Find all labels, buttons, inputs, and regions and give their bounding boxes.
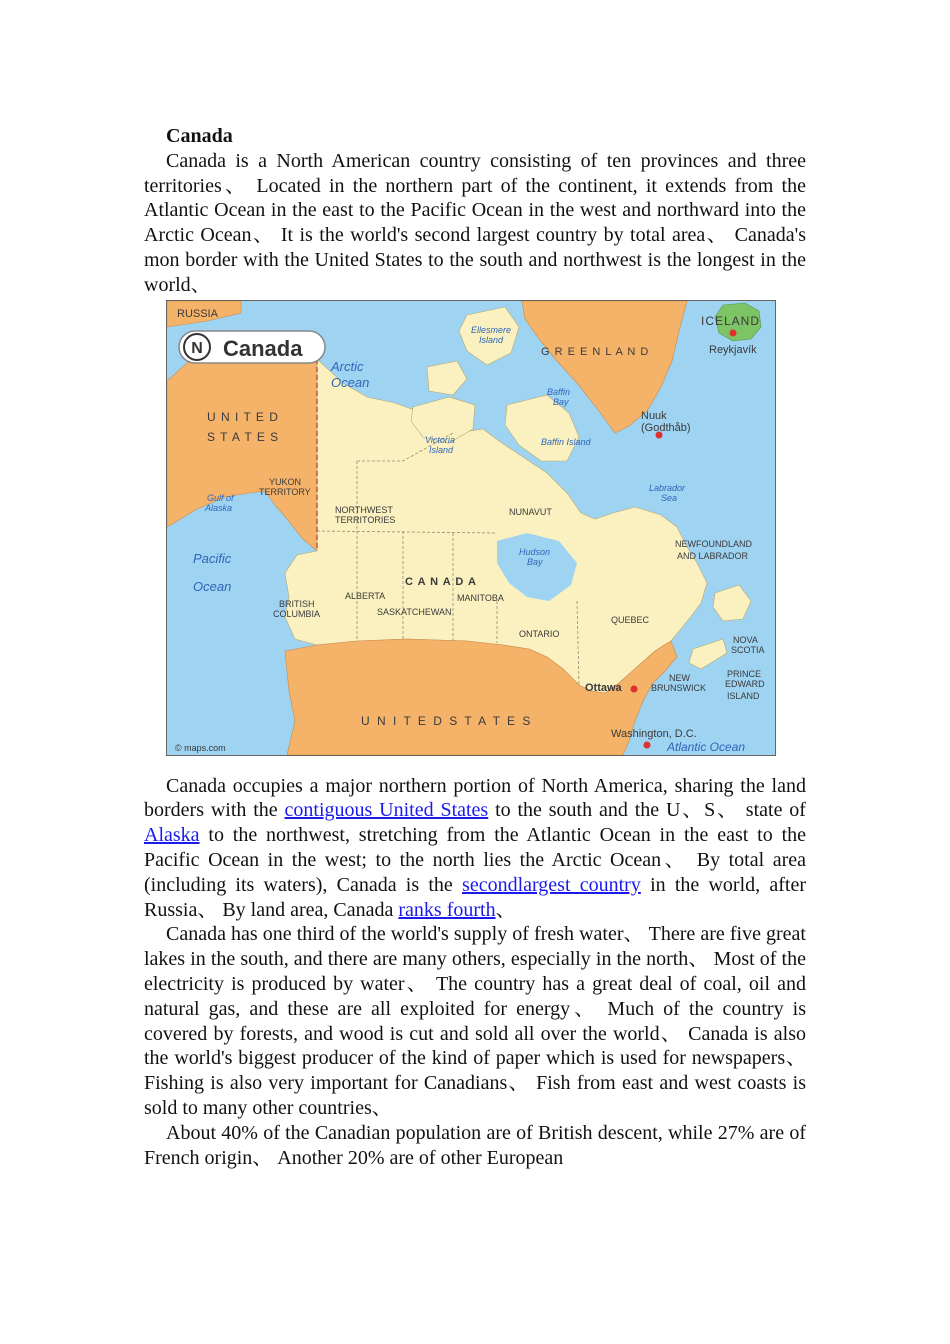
p2-text-2: to the south and the U、S、 state of [488, 799, 806, 822]
document-title: Canada [166, 125, 233, 147]
label-arctic-2: Ocean [331, 374, 370, 390]
label-canada: C A N A D A [405, 575, 477, 588]
label-pei-1: PRINCE [727, 668, 762, 679]
p2-text-3: to the northwest, stretching from the Atlantic Ocean in the east to the Pacific Ocean in the west; to the north lies the Arctic Ocean、 By total area (including its waters), Canada is the [144, 824, 806, 896]
label-atlantic: Atlantic Ocean [667, 739, 746, 754]
reykjavik-dot [730, 329, 737, 336]
label-nb-1: NEW [669, 672, 690, 683]
label-manitoba: MANITOBA [457, 592, 504, 603]
label-gulf-2: Alaska [205, 502, 233, 513]
label-hudson-1: Hudson [519, 546, 551, 557]
label-bc-2: COLUMBIA [273, 608, 321, 619]
paragraph-2 [144, 774, 806, 923]
canada-map [166, 300, 776, 756]
label-ellesmere-2: Island [479, 334, 504, 345]
label-pei-3: ISLAND [727, 690, 760, 701]
ottawa-dot [631, 685, 638, 692]
label-washington: Washington, D.C. [611, 727, 697, 740]
label-pei-2: EDWARD [725, 678, 765, 689]
label-us-north-2: S T A T E S [207, 429, 280, 444]
label-newfoundland-1: NEWFOUNDLAND [675, 538, 753, 549]
paragraph-3: Canada has one third of the world's supply of fresh water、 There are five great lakes in the south, and there are many others, especially in the north、 Most of the electricity is produced by water、 The country has a great deal of coal, oil and natural gas, and these are all exploited for energy、 Much of the country is covered by forests, and wood is cut and sold all over the world、 Canada is also the world's biggest producer of the kind of paper which is used for newspapers、 Fishing is also very important for Canadians、 Fish from east and west coasts is sold to many other countries、 [144, 923, 806, 1119]
label-pacific-1: Pacific [193, 550, 232, 566]
label-novascotia-1: NOVA [733, 634, 758, 645]
label-gulf-1: Gulf of [207, 492, 234, 503]
label-novascotia-2: SCOTIA [731, 644, 765, 655]
map-title: Canada [223, 335, 303, 361]
label-quebec: QUEBEC [611, 614, 650, 625]
document-page [144, 124, 806, 1170]
label-greenland: G R E E N L A N D [541, 345, 650, 358]
label-iceland: ICELAND [701, 313, 761, 328]
label-reykjavik: Reykjavík [709, 343, 757, 356]
label-ottawa: Ottawa [585, 681, 622, 694]
label-baffin-bay-2: Bay [553, 396, 569, 407]
washington-dot [644, 741, 651, 748]
paragraph-4: About 40% of the Canadian population are of British descent, while 27% are of French origin、 Another 20% are of other European [144, 1121, 806, 1169]
label-nwt-1: NORTHWEST [335, 504, 393, 515]
map-title-badge [179, 331, 325, 363]
label-russia: RUSSIA [177, 307, 218, 320]
link-contiguous-united-states[interactable]: contiguous United States [284, 799, 489, 822]
label-saskatchewan: SASKATCHEWAN [377, 606, 452, 617]
label-nunavut: NUNAVUT [509, 506, 552, 517]
label-pacific-2: Ocean [193, 578, 232, 594]
label-nb-2: BRUNSWICK [651, 682, 707, 693]
link-ranks-fourth[interactable]: ranks fourth [398, 898, 496, 921]
label-ellesmere-1: Ellesmere [471, 324, 512, 335]
label-victoria-2: Island [429, 444, 454, 455]
label-baffin-island: Baffin Island [541, 436, 591, 447]
canada-map-svg [167, 301, 775, 755]
p2-text-5: 、 [495, 898, 516, 921]
label-nuuk-1: Nuuk [641, 409, 667, 422]
label-nwt-2: TERRITORIES [335, 514, 396, 525]
label-yukon-1: YUKON [269, 476, 302, 487]
label-bc-1: BRITISH [279, 598, 315, 609]
label-victoria-1: Victoria [425, 434, 455, 445]
label-labrador-1: Labrador [649, 482, 686, 493]
p2-text-4: in the world, after Russia、 By land area, Canada [144, 873, 806, 921]
p2-text-1: Canada occupies a major northern portion of North America, sharing the land borders with the [144, 774, 806, 822]
link-secondlargest-country[interactable]: secondlargest country [462, 873, 641, 896]
label-ontario: ONTARIO [519, 628, 560, 639]
label-baffin-bay-1: Baffin [547, 386, 571, 397]
north-letter: N [191, 339, 203, 357]
label-us-north-1: U N I T E D [207, 409, 279, 424]
label-arctic-1: Arctic [331, 358, 364, 374]
label-hudson-2: Bay [527, 556, 543, 567]
label-us-south: U N I T E D S T A T E S [361, 713, 533, 728]
intro-paragraph: Canada is a North American country consisting of ten provinces and three territories、 Located in the northern part of the continent, it extends from the Atlantic Ocean in the east to the Pacific Ocean in the west and northward into the Arctic Ocean、 It is the world's second largest country by total area、 Canada's mon border with the United States to the south and northwest is the longest in the world、 [144, 149, 806, 296]
label-nuuk-2: (Godthåb) [641, 421, 691, 434]
link-alaska[interactable]: Alaska [144, 824, 200, 847]
map-credit: © maps.com [175, 742, 226, 753]
label-yukon-2: TERRITORY [259, 486, 311, 497]
label-alberta: ALBERTA [345, 590, 386, 601]
label-labrador-2: Sea [661, 492, 678, 503]
label-newfoundland-2: AND LABRADOR [677, 550, 749, 561]
